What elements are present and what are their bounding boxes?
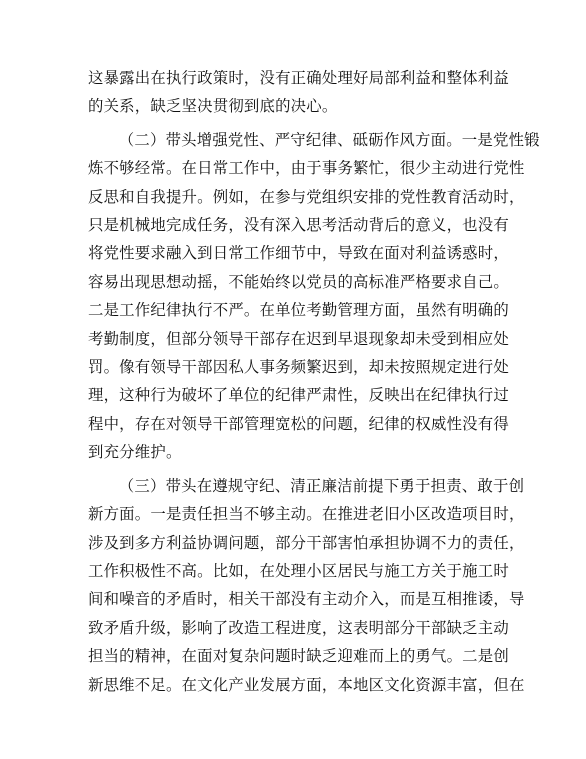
text-line: 考勤制度，但部分领导干部存在迟到早退现象却未受到相应处 [88, 329, 509, 348]
text-line: 新思维不足。在文化产业发展方面，本地区文化资源丰富，但在 [88, 675, 525, 694]
text-line: 二是工作纪律执行不严。在单位考勤管理方面，虽然有明确的 [88, 301, 509, 320]
text-line: 的关系，缺乏坚决贯彻到底的决心。 [88, 97, 338, 116]
text-line: 罚。像有领导干部因私人事务频繁迟到，却未按照规定进行处 [88, 358, 509, 377]
text-line: 间和噪音的矛盾时，相关干部没有主动介入，而是互相推诿，导 [88, 590, 525, 609]
text-line: 到充分维护。 [88, 443, 182, 462]
document-body [88, 64, 540, 704]
paragraph-3 [88, 472, 525, 699]
text-line: 反思和自我提升。例如，在参与党组织安排的党性教育活动时， [88, 187, 525, 206]
text-line: 涉及到多方利益协调问题，部分干部害怕承担协调不力的责任， [88, 533, 525, 552]
paragraph-2 [88, 126, 540, 467]
text-line: 担当的精神，在面对复杂问题时缺乏迎难而上的勇气。二是创 [88, 647, 509, 666]
paragraph-1 [88, 64, 509, 121]
text-line: 容易出现思想动摇，不能始终以党员的高标准严格要求自己。 [88, 272, 509, 291]
text-line: 这暴露出在执行政策时，没有正确处理好局部利益和整体利益 [88, 69, 509, 87]
text-line: 将党性要求融入到日常工作细节中，导致在面对利益诱惑时， [88, 244, 509, 263]
text-line: 理，这种行为破坏了单位的纪律严肃性，反映出在纪律执行过 [88, 386, 509, 405]
text-line: 程中，存在对领导干部管理宽松的问题，纪律的权威性没有得 [88, 414, 509, 433]
text-line: 炼不够经常。在日常工作中，由于事务繁忙，很少主动进行党性 [88, 159, 525, 178]
text-line: 新方面。一是责任担当不够主动。在推进老旧小区改造项目时， [88, 505, 525, 524]
text-line: 工作积极性不高。比如，在处理小区居民与施工方关于施工时 [88, 561, 509, 580]
text-line: 致矛盾升级，影响了改造工程进度，这表明部分干部缺乏主动 [88, 618, 509, 637]
text-line: （二）带头增强党性、严守纪律、砥砺作风方面。一是党性锻 [118, 130, 540, 149]
text-line: 只是机械地完成任务，没有深入思考活动背后的意义，也没有 [88, 216, 509, 235]
text-line: （三）带头在遵规守纪、清正廉洁前提下勇于担责、敢于创 [118, 476, 525, 495]
